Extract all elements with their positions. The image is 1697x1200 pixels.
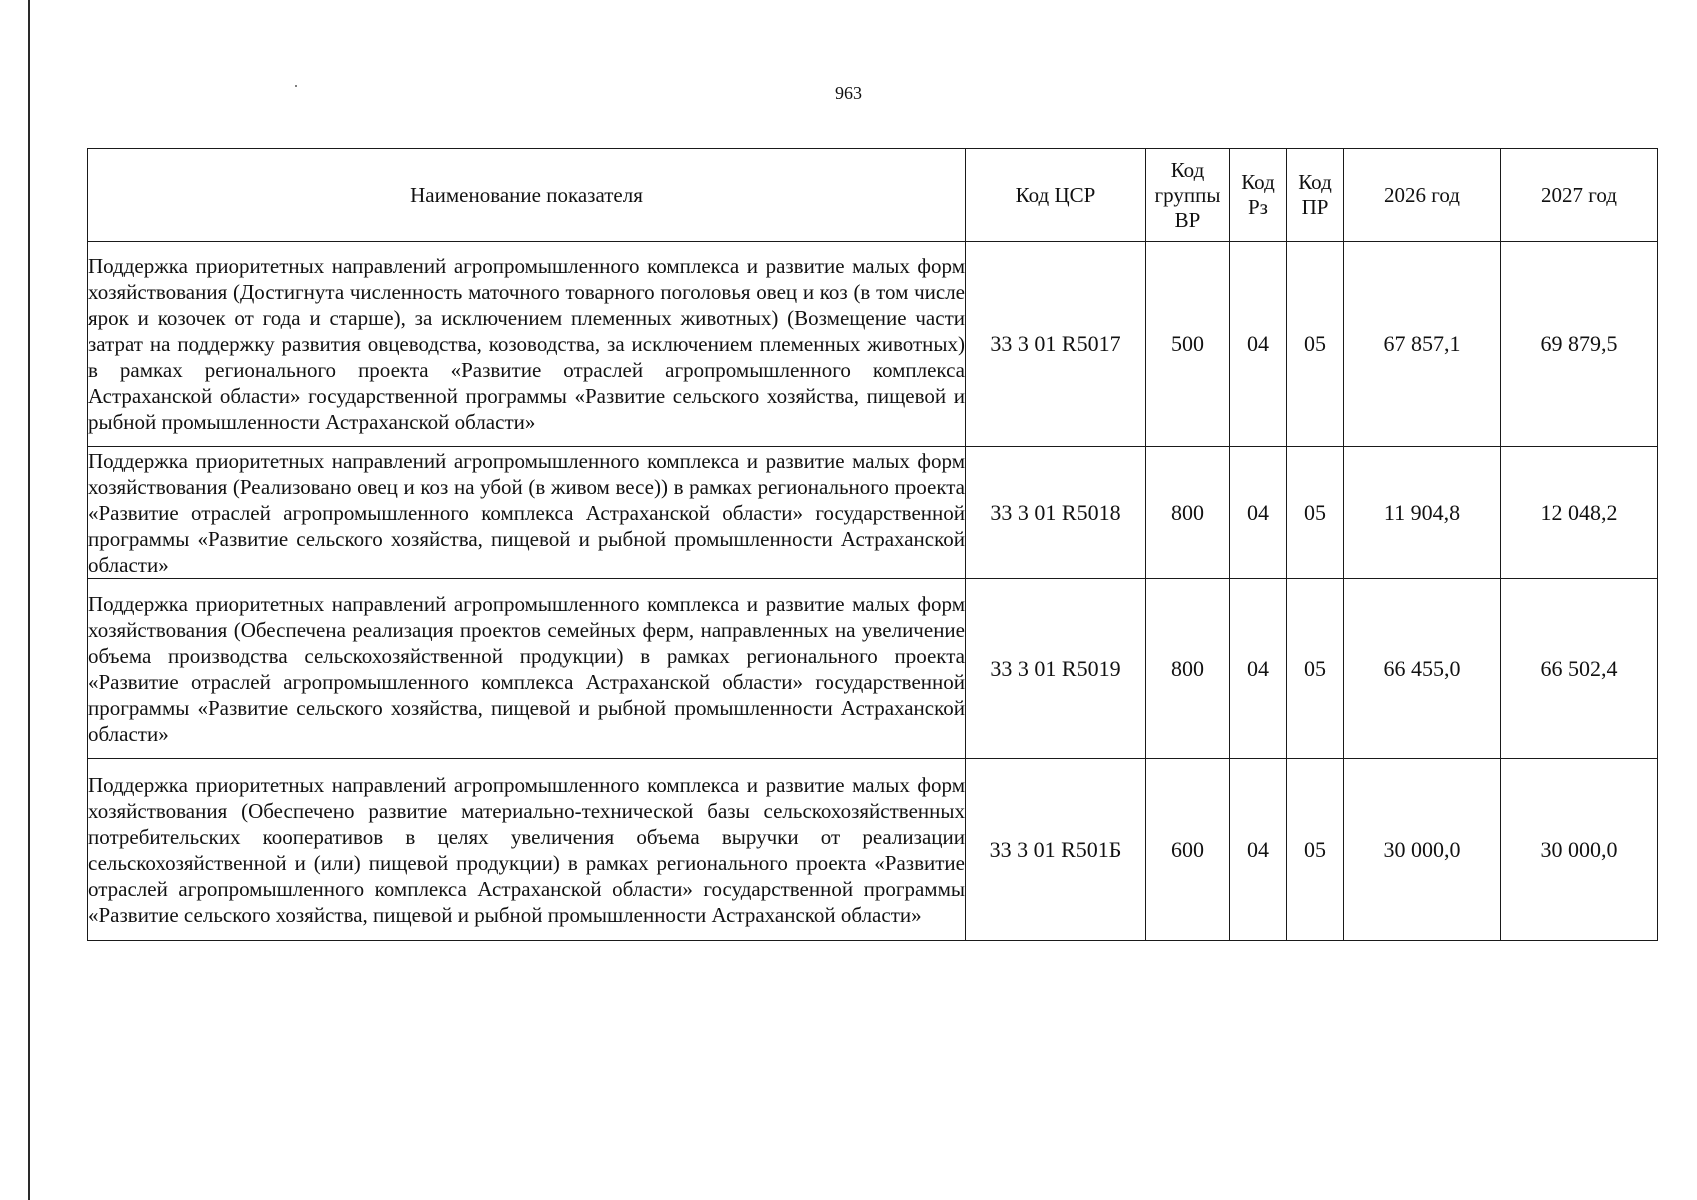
header-csr-code: Код ЦСР xyxy=(966,149,1146,242)
row-csr-code: 33 3 01 R5019 xyxy=(966,579,1146,759)
row-rz-code: 04 xyxy=(1230,579,1287,759)
table-row xyxy=(88,759,1658,941)
row-vr-code: 600 xyxy=(1146,759,1230,941)
header-year-2026: 2026 год xyxy=(1344,149,1501,242)
budget-table xyxy=(87,148,1658,941)
row-name: Поддержка приоритетных направлений агропромышленного комплекса и развитие малых форм хозяйствования (Достигнута численность маточного товарного поголовья овец и коз (в том числе ярок и козочек от года и старше), за исключением племенных животных) (Возмещение части затрат на поддержку развития овцеводства, козоводства, за исключением племенных животных) в рамках регионального проекта «Развитие отраслей агропромышленного комплекса Астраханской области» государственной программы «Развитие сельского хозяйства, пищевой и рыбной промышленности Астраханской области» xyxy=(88,242,966,447)
header-vr-code: Код группы ВР xyxy=(1146,149,1230,242)
row-vr-code: 500 xyxy=(1146,242,1230,447)
row-amount-2026: 67 857,1 xyxy=(1344,242,1501,447)
row-csr-code: 33 3 01 R5018 xyxy=(966,447,1146,579)
table-row xyxy=(88,447,1658,579)
row-pr-code: 05 xyxy=(1287,242,1344,447)
row-amount-2026: 66 455,0 xyxy=(1344,579,1501,759)
row-pr-code: 05 xyxy=(1287,447,1344,579)
row-pr-code: 05 xyxy=(1287,759,1344,941)
row-amount-2026: 11 904,8 xyxy=(1344,447,1501,579)
row-amount-2027: 12 048,2 xyxy=(1501,447,1658,579)
row-rz-code: 04 xyxy=(1230,759,1287,941)
scan-left-edge xyxy=(28,0,30,1200)
row-amount-2027: 69 879,5 xyxy=(1501,242,1658,447)
header-pr-code: Код ПР xyxy=(1287,149,1344,242)
page-number: 963 xyxy=(835,83,862,103)
row-vr-code: 800 xyxy=(1146,447,1230,579)
header-rz-code: Код Рз xyxy=(1230,149,1287,242)
row-csr-code: 33 3 01 R5017 xyxy=(966,242,1146,447)
row-amount-2026: 30 000,0 xyxy=(1344,759,1501,941)
row-amount-2027: 30 000,0 xyxy=(1501,759,1658,941)
table-header-row xyxy=(88,149,1658,242)
row-name: Поддержка приоритетных направлений агропромышленного комплекса и развитие малых форм хозяйствования (Реализовано овец и коз на убой (в живом весе)) в рамках регионального проекта «Развитие отраслей агропромышленного комплекса Астраханской области» государственной программы «Развитие сельского хозяйства, пищевой и рыбной промышленности Астраханской области» xyxy=(88,448,965,577)
row-name: Поддержка приоритетных направлений агропромышленного комплекса и развитие малых форм хозяйствования (Обеспечена реализация проектов семейных ферм, направленных на увеличение объема производства сельскохозяйственной продукции) в рамках регионального проекта «Развитие отраслей агропромышленного комплекса Астраханской области» государственной программы «Развитие сельского хозяйства, пищевой и рыбной промышленности Астраханской области» xyxy=(88,579,966,759)
table-row xyxy=(88,242,1658,447)
row-amount-2027: 66 502,4 xyxy=(1501,579,1658,759)
table-row xyxy=(88,579,1658,759)
header-name: Наименование показателя xyxy=(88,149,966,242)
header-year-2027: 2027 год xyxy=(1501,149,1658,242)
row-rz-code: 04 xyxy=(1230,242,1287,447)
row-pr-code: 05 xyxy=(1287,579,1344,759)
row-name: Поддержка приоритетных направлений агропромышленного комплекса и развитие малых форм хозяйствования (Обеспечено развитие материально-технической базы сельскохозяйственных потребительских кооперативов в целях увеличения объема выручки от реализации сельскохозяйственной и (или) пищевой продукции) в рамках регионального проекта «Развитие отраслей агропромышленного комплекса Астраханской области» государственной программы «Развитие сельского хозяйства, пищевой и рыбной промышленности Астраханской области» xyxy=(88,759,966,941)
row-vr-code: 800 xyxy=(1146,579,1230,759)
row-rz-code: 04 xyxy=(1230,447,1287,579)
row-csr-code: 33 3 01 R501Б xyxy=(966,759,1146,941)
